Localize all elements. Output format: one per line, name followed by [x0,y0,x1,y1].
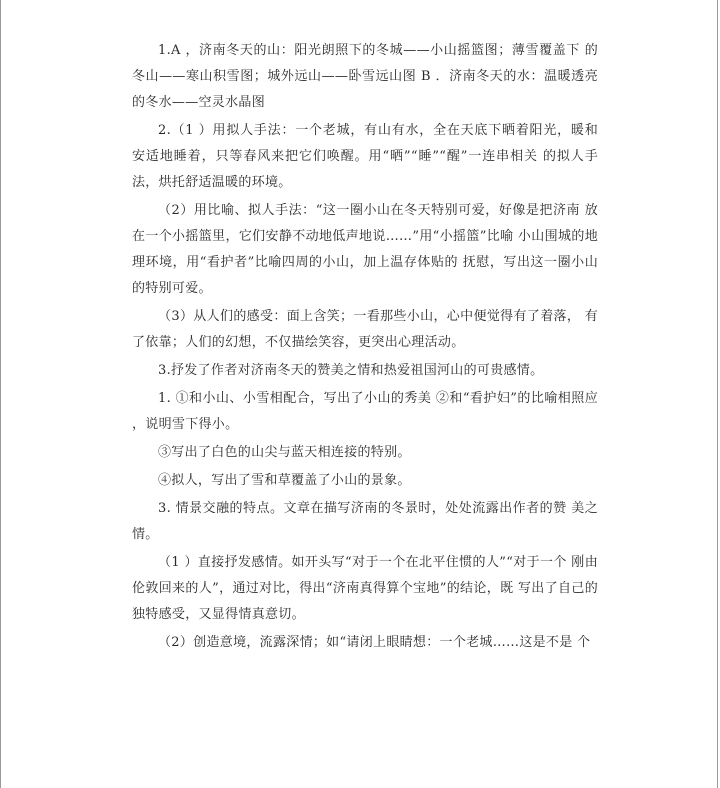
answer-paragraph-4: （3）从人们的感受：面上含笑；一看那些小山，心中便觉得有了着落， 有了依靠；人们的幻想，不仅描绘笑容，更突出心理活动。 [132,309,598,350]
answer-paragraph-6: 1. ①和小山、小雪相配合，写出了小山的秀美 ②和“看护妇”的比喻相照应 ，说明雪下得小。 [132,391,598,432]
answer-paragraph-5: 3.抒发了作者对济南冬天的赞美之情和热爱祖国河山的可贵感情。 [158,363,544,378]
page-edge-right [717,0,718,788]
document-body [132,38,598,658]
answer-paragraph-8: ④拟人，写出了雪和草覆盖了小山的景象。 [158,473,411,488]
answer-paragraph-7: ③写出了白色的山尖与蓝天相连接的特别。 [158,445,411,460]
answer-paragraph-3: （2）用比喻、拟人手法：“这一圈小山在冬天特别可爱，好像是把济南 放在一个小摇篮里，它们安静不动地低声地说……”用“小摇篮”比喻 小山围城的地理环境，用“看护者”比喻四周的小山，加上温存体贴的 抚慰，写出这一圈小山的特别可爱。 [132,203,598,296]
answer-paragraph-2: 2.（1 ）用拟人手法：一个老城，有山有水，全在天底下晒着阳光，暖和 安适地睡着，只等春风来把它们唤醒。用“晒”“睡”“醒”一连串相关 的拟人手法，烘托舒适温暖的环境。 [132,123,598,190]
answer-paragraph-9: 3. 情景交融的特点。文章在描写济南的冬景时，处处流露出作者的赞 美之情。 [132,501,598,542]
page-edge-left [0,0,1,788]
answer-paragraph-1: 1.A ，济南冬天的山：阳光朗照下的冬城——小山摇篮图；薄雪覆盖下 的冬山——寒山积雪图；城外远山——卧雪远山图 B ．济南冬天的水：温暖透亮的冬水——空灵水晶图 [132,43,598,110]
answer-paragraph-10: （1 ）直接抒发感情。如开头写“对于一个在北平住惯的人”“对于一个 刚由伦敦回来的人”，通过对比，得出“济南真得算个宝地”的结论，既 写出了自己的独特感受，又显得情真意切。 [132,555,598,622]
answer-paragraph-11: （2）创造意境，流露深情；如“请闭上眼睛想：一个老城……这是不是 个 [158,635,591,650]
